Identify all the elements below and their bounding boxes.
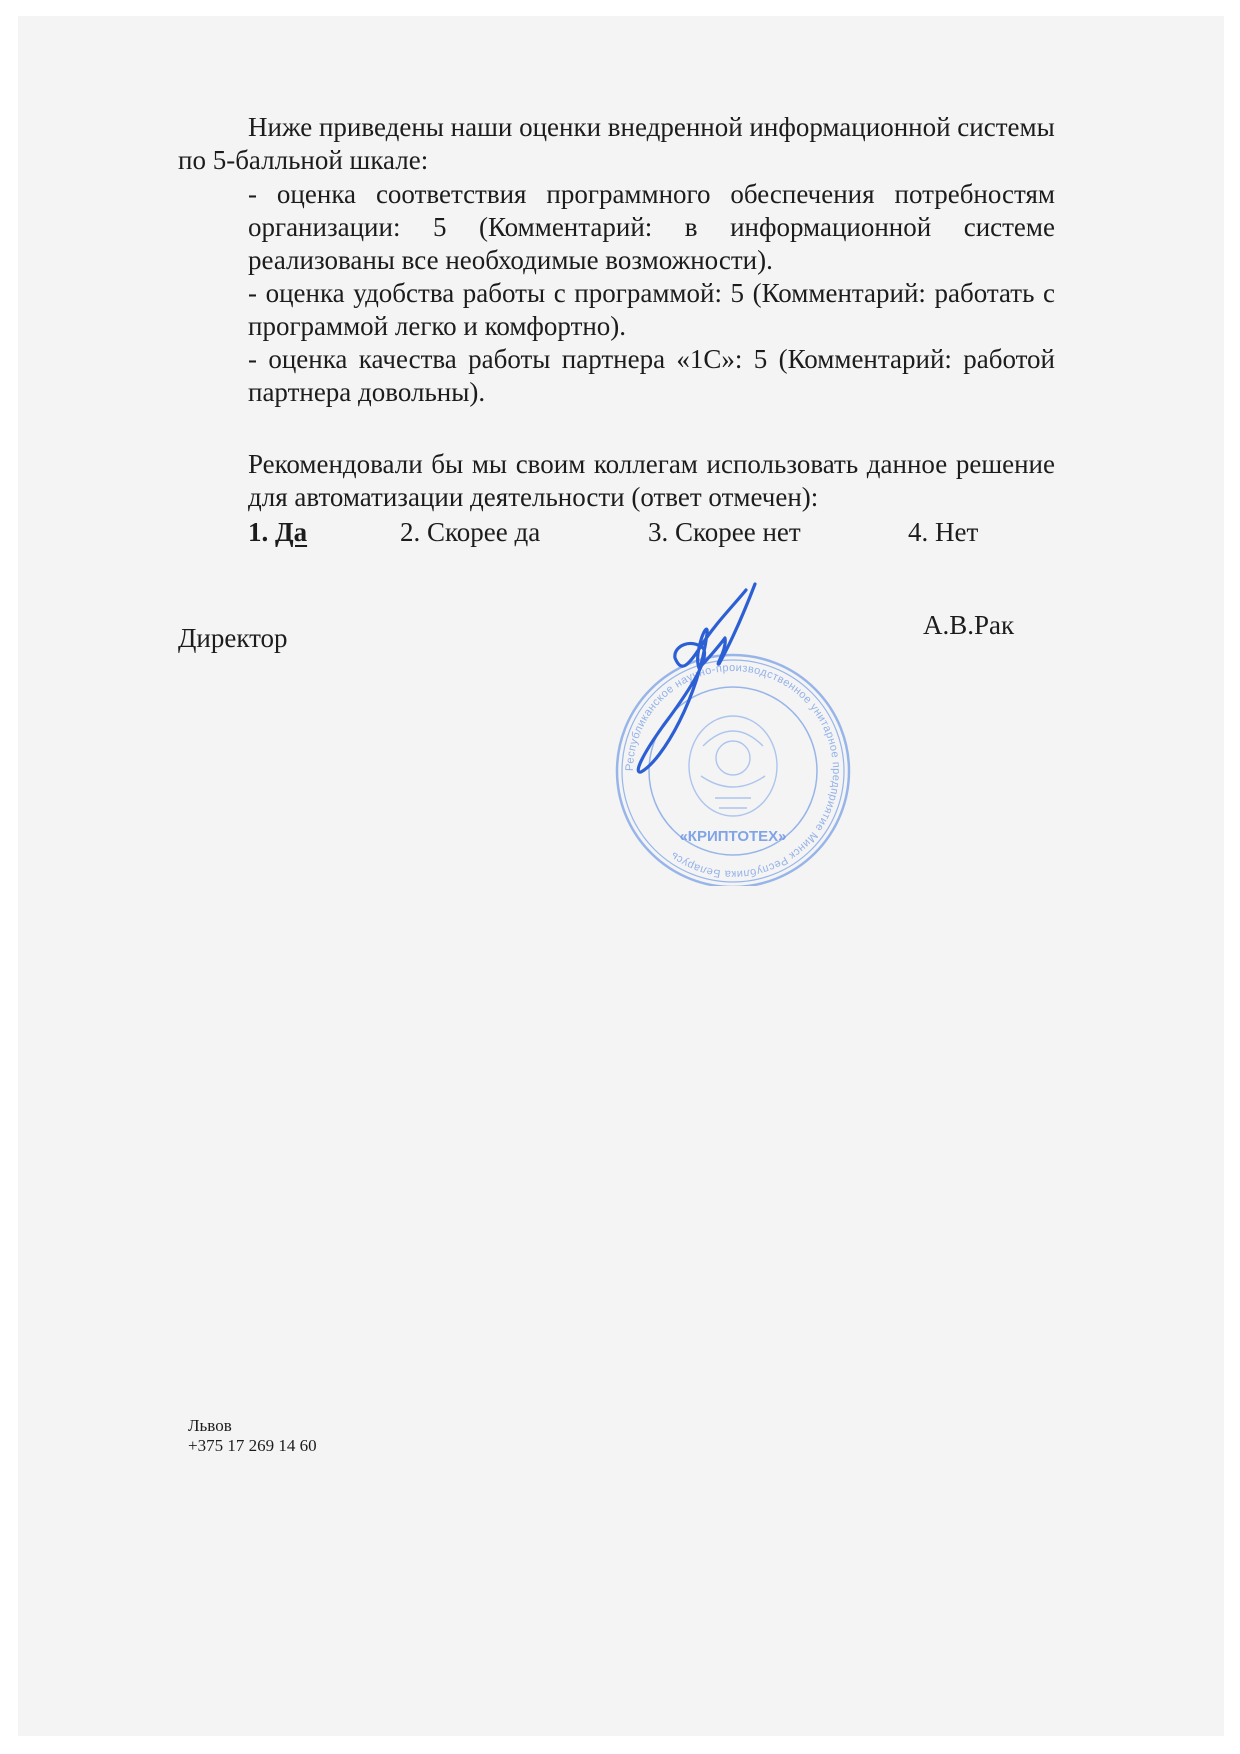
answer-number: 1. xyxy=(248,517,269,547)
intro-paragraph: Ниже приведены наши оценки внедренной информационной системы по 5-балльной шкале: xyxy=(178,112,1055,175)
handwritten-signature xyxy=(638,584,755,772)
recommend-question: Рекомендовали бы мы своим коллегам использовать данное решение для автоматизации деятельности (ответ отмечен): xyxy=(248,449,1055,512)
answer-label: Да xyxy=(275,517,308,547)
signatory-position: Директор xyxy=(178,623,288,653)
answer-number: 2. xyxy=(400,517,421,547)
answer-number: 4. xyxy=(908,517,929,547)
answer-option-yes xyxy=(248,516,307,549)
rating-usability: - оценка удобства работы с программой: 5 (Комментарий: работать с программой легко и комфортно). xyxy=(248,278,1055,341)
answer-option-rather-yes xyxy=(400,516,540,549)
seal-center-text: «КРИПТОТЕХ» xyxy=(679,828,787,845)
answer-option-no xyxy=(908,516,978,549)
answer-option-rather-no xyxy=(648,516,801,549)
ratings-list xyxy=(248,178,1055,409)
seal-ring xyxy=(617,655,849,886)
answer-number: 3. xyxy=(648,517,669,547)
seal-emblem xyxy=(689,716,777,816)
answer-label: Нет xyxy=(935,517,979,547)
answer-label: Скорее нет xyxy=(675,517,801,547)
document-page xyxy=(18,16,1224,1736)
signatory-name: А.В.Рак xyxy=(923,610,1015,640)
official-seal-with-signature xyxy=(603,576,863,886)
footer-contact-name: Львов xyxy=(188,1416,232,1435)
footer-contact-phone: +375 17 269 14 60 xyxy=(188,1436,317,1455)
rating-partner-quality: - оценка качества работы партнера «1С»: 5 (Комментарий: работой партнера довольны). xyxy=(248,344,1055,407)
seal-ring-text: Республиканское научно-производственное унитарное предприятие Минск Республика Беларусь xyxy=(623,661,843,881)
answer-label: Скорее да xyxy=(427,517,541,547)
rating-software-fit: - оценка соответствия программного обеспечения потребностям организации: 5 (Комментарий: в информационной системе реализованы все необходимые возможности). xyxy=(248,179,1055,275)
